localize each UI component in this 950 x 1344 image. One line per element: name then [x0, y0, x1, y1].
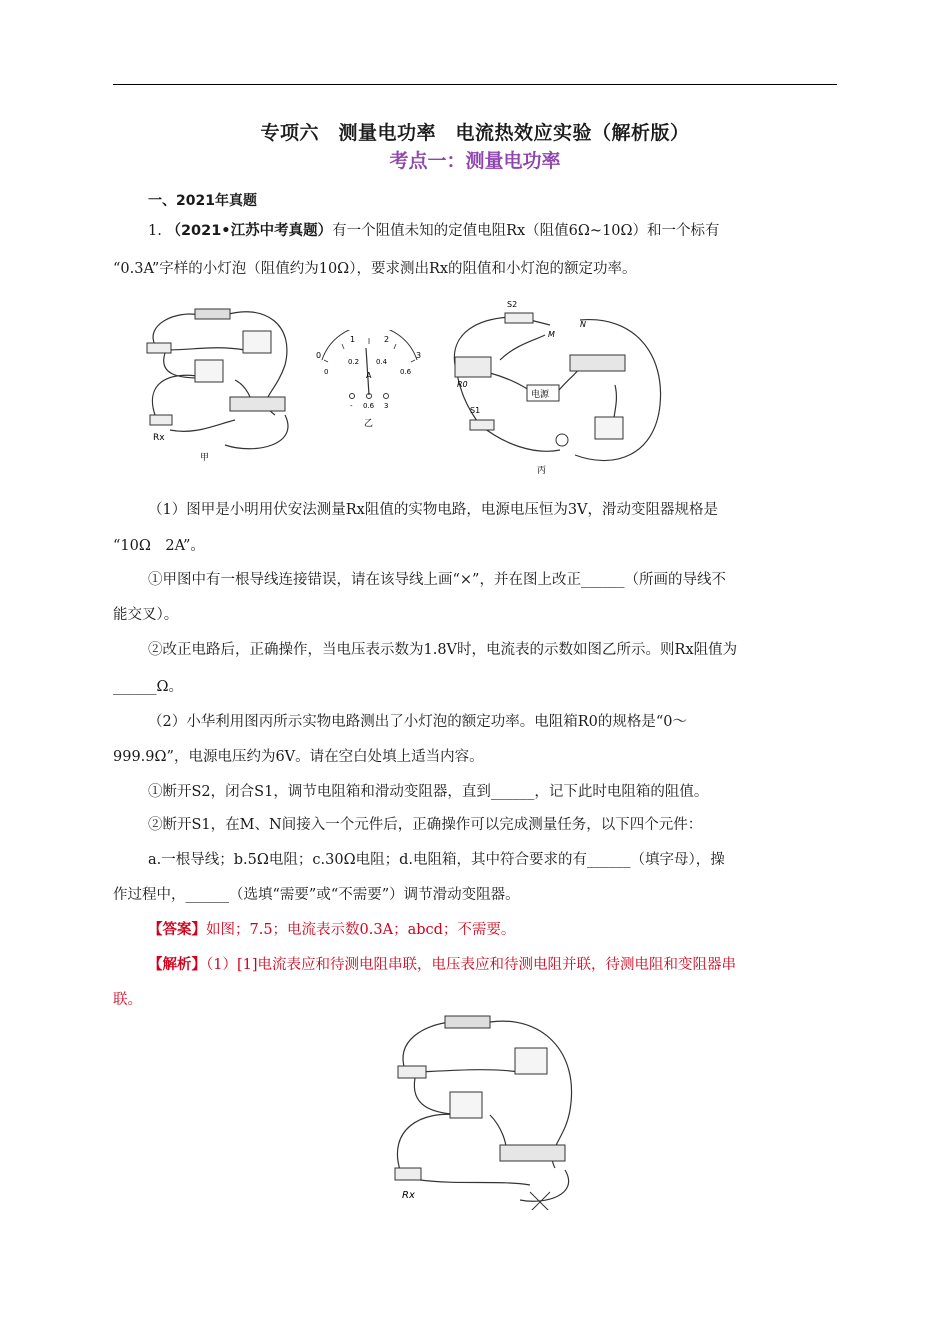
bing-rheostat-icon: [570, 355, 625, 371]
part2-c-line-2: 作过程中，______（选填“需要”或“不需要”）调节滑动变阻器。: [113, 887, 520, 903]
page-title: 专项六 测量电功率 电流热效应实验（解析版）: [260, 122, 690, 144]
scale-top-2: 2: [384, 335, 390, 344]
figure-corrected: [380, 1010, 580, 1210]
scale-top-0: 0: [316, 351, 322, 360]
question-line-1: [148, 221, 720, 241]
s2-label: S2: [507, 300, 518, 309]
part2-c-line-1: a.一根导线；b.5Ω电阻；c.30Ω电阻；d.电阻箱，其中符合要求的有______（填字母），操: [148, 852, 725, 868]
part2-line-2: 999.9Ω”，电源电压约为6V。请在空白处填上适当内容。: [113, 749, 484, 765]
jia-label: 甲: [200, 453, 210, 463]
yi-label: 乙: [364, 419, 374, 429]
terminal-neg: -: [350, 402, 353, 410]
section-heading: 一、2021年真题: [148, 193, 257, 209]
part1-a-line-2: 能交叉）。: [113, 607, 179, 623]
page-subtitle: 考点一：测量电功率: [389, 150, 561, 172]
r0-label: R0: [457, 380, 468, 389]
corrected-ammeter-icon: [450, 1092, 482, 1118]
analysis-label: 【解析】: [148, 957, 206, 973]
bulb-icon: [556, 434, 568, 446]
part2-line-1: （2）小华利用图丙所示实物电路测出了小灯泡的额定功率。电阻箱R0的规格是“0～: [148, 714, 688, 730]
s2-switch-icon: [505, 313, 533, 323]
n-label: N: [580, 320, 586, 329]
bing-label: 丙: [537, 466, 547, 476]
part1-line-1: （1）图甲是小明用伏安法测量Rx阻值的实物电路，电源电压恒为3V，滑动变阻器规格是: [148, 502, 719, 518]
analysis-line-2: 联。: [113, 992, 142, 1008]
figure-yi: [312, 330, 427, 430]
resistance-box-icon: [455, 357, 491, 377]
scale-bottom-3: 0.6: [400, 368, 412, 376]
question-source: （2021•江苏中考真题）: [166, 223, 333, 239]
part1-line-2: “10Ω 2A”。: [113, 538, 205, 554]
corrected-rx-label: Rx: [402, 1190, 415, 1201]
scale-bottom-2: 0.4: [376, 358, 388, 366]
s1-switch-icon: [470, 420, 494, 430]
part2-a: ①断开S2，闭合S1，调节电阻箱和滑动变阻器，直到______，记下此时电阻箱的阻值。: [148, 784, 709, 800]
rheostat-icon: [230, 397, 285, 411]
voltmeter-icon: [243, 331, 271, 353]
terminal-3: 3: [384, 402, 389, 410]
analysis-line-1: [148, 955, 736, 975]
answer-label: 【答案】: [148, 922, 206, 938]
scale-top-1: 1: [350, 335, 356, 344]
figure-jia: [135, 305, 305, 465]
corrected-switch-icon: [398, 1066, 426, 1078]
part1-b-line-2: ______Ω。: [113, 679, 184, 695]
corrected-resistor-icon: [395, 1168, 421, 1180]
bing-ammeter-icon: [595, 417, 623, 439]
question-stem-1: 有一个阻值未知的定值电阻Rx（阻值6Ω~10Ω）和一个标有: [332, 223, 720, 239]
terminal-06: 0.6: [363, 402, 375, 410]
part1-b-line-1: ②改正电路后，正确操作，当电压表示数为1.8V时，电流表的示数如图乙所示。则Rx阻值为: [148, 642, 738, 658]
corrected-voltmeter-icon: [515, 1048, 547, 1074]
question-stem-2: “0.3A”字样的小灯泡（阻值约为10Ω），要求测出Rx的阻值和小灯泡的额定功率。: [113, 261, 637, 277]
header-rule: [113, 84, 837, 85]
switch-icon: [147, 343, 171, 353]
answer-line: [148, 920, 515, 940]
part2-b: ②断开S1，在M、N间接入一个元件后，正确操作可以完成测量任务，以下四个元件：: [148, 817, 703, 833]
scale-bottom-0: 0: [324, 368, 329, 376]
answer-text: 如图；7.5；电流表示数0.3A；abcd；不需要。: [206, 922, 516, 938]
battery-icon: [195, 309, 230, 319]
meter-unit: A: [366, 371, 372, 380]
analysis-text-1: （1）[1]电流表应和待测电阻串联，电压表应和待测电阻并联，待测电阻和变阻器串: [206, 957, 737, 973]
rx-label: Rx: [153, 433, 165, 443]
scale-top-3: 3: [416, 351, 422, 360]
part1-a-line-1: ①甲图中有一根导线连接错误，请在该导线上画“×”，并在图上改正______（所画的导线不: [148, 572, 726, 588]
power-label: 电源: [531, 390, 550, 400]
resistor-icon: [150, 415, 172, 425]
scale-bottom-1: 0.2: [348, 358, 360, 366]
question-number: 1.: [148, 223, 162, 239]
figure-bing: [435, 295, 675, 477]
corrected-battery-icon: [445, 1016, 490, 1028]
corrected-rheostat-icon: [500, 1145, 565, 1161]
s1-label: S1: [470, 406, 481, 415]
m-label: M: [548, 330, 555, 339]
ammeter-icon: [195, 360, 223, 382]
